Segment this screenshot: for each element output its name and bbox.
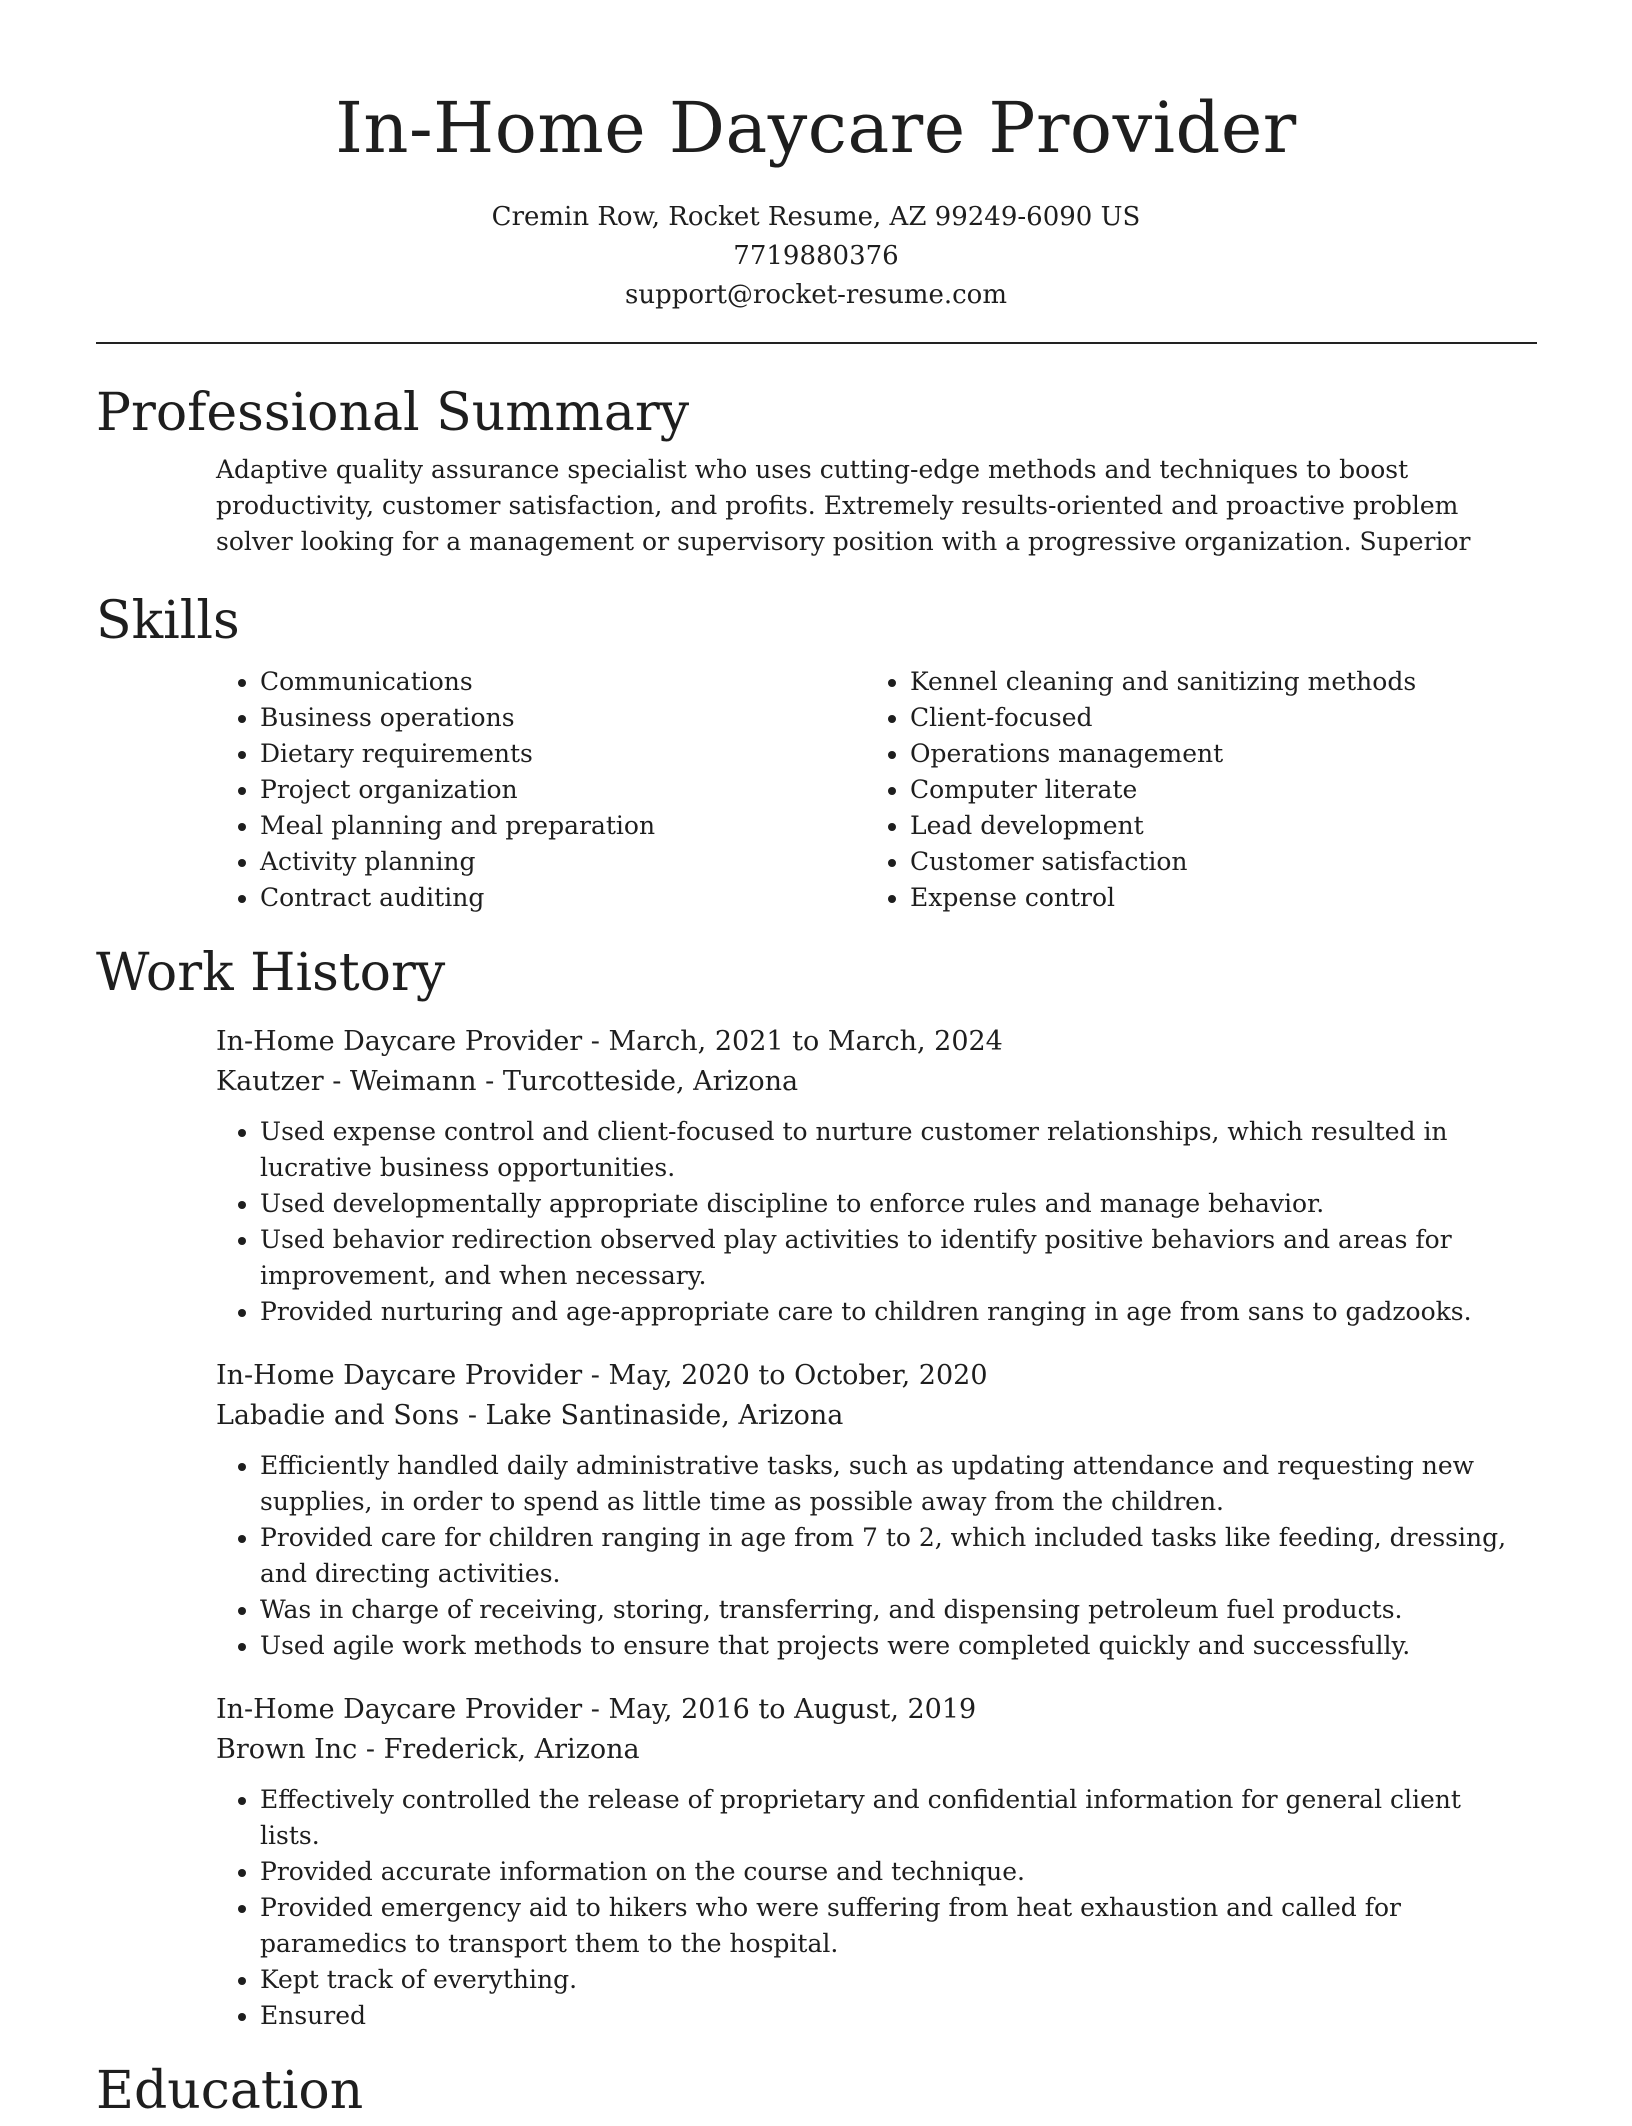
contact-email: support@rocket-resume.com (624, 280, 1007, 310)
education-heading: Education (96, 2061, 364, 2121)
job-entry (216, 1356, 1516, 1664)
job-bullet: • Kept track of everything. (260, 1962, 1516, 1998)
skills-list-right (866, 664, 1516, 916)
job-title: In-Home Daycare Provider (216, 1360, 583, 1391)
job-location: Lake Santinaside, Arizona (485, 1400, 844, 1431)
skills-column-left (216, 664, 866, 916)
job-bullet: • Provided accurate information on the course and technique. (260, 1854, 1516, 1890)
job-bullet: • Ensured (260, 1998, 1516, 2034)
job-dates: May, 2020 to October, 2020 (608, 1360, 988, 1391)
skill-item: • Activity planning (260, 844, 866, 880)
job-bullet: • Used agile work methods to ensure that projects were completed quickly and successfully. (260, 1628, 1516, 1664)
job-bullet: • Provided nurturing and age-appropriate care to children ranging in age from sans to gadzooks. (260, 1294, 1516, 1330)
skill-item: • Communications (260, 664, 866, 700)
resume-body (96, 378, 1537, 2126)
job-bullet: • Was in charge of receiving, storing, transferring, and dispensing petroleum fuel products. (260, 1592, 1516, 1628)
skill-item: • Dietary requirements (260, 736, 866, 772)
skill-item: • Business operations (260, 700, 866, 736)
resume-header (0, 80, 1632, 315)
job-title-line: In-Home Daycare Provider - May, 2016 to August, 2019 (216, 1694, 977, 1725)
skills-column-right (866, 664, 1516, 916)
job-entry (216, 1022, 1516, 1330)
education-section (96, 2056, 1537, 2126)
job-dates: May, 2016 to August, 2019 (608, 1694, 977, 1725)
skill-item: • Client-focused (910, 700, 1516, 736)
job-employer: Brown Inc (216, 1734, 358, 1765)
header-divider (96, 342, 1537, 344)
job-bullet: • Provided care for children ranging in age from 7 to 2, which included tasks like feeding, dressing, and directing activities. (260, 1520, 1516, 1592)
contact-address: Cremin Row, Rocket Resume, AZ 99249-6090 US (491, 202, 1141, 232)
summary-section (96, 378, 1537, 560)
summary-heading: Professional Summary (96, 383, 690, 443)
skill-item: • Project organization (260, 772, 866, 808)
skill-item: • Operations management (910, 736, 1516, 772)
job-bullet: • Used expense control and client-focused to nurture customer relationships, which resulted in lucrative business opportunities. (260, 1114, 1516, 1186)
job-title-line: In-Home Daycare Provider - May, 2020 to October, 2020 (216, 1360, 988, 1391)
contact-block (0, 198, 1632, 315)
skill-item: • Expense control (910, 880, 1516, 916)
summary-text: Adaptive quality assurance specialist who uses cutting-edge methods and techniques to boost productivity, customer satisfaction, and profits. Extremely results-oriented and proactive problem solver looking for a management or supervisory position with a progressive organization. Superior (216, 455, 1471, 556)
skill-item: • Contract auditing (260, 880, 866, 916)
job-bullet: • Efficiently handled daily administrative tasks, such as updating attendance and requesting new supplies, in order to spend as little time as possible away from the children. (260, 1448, 1516, 1520)
job-bullets (216, 1114, 1516, 1330)
skills-list-left (216, 664, 866, 916)
work-history-heading: Work History (96, 943, 446, 1003)
job-location: Frederick, Arizona (383, 1734, 640, 1765)
job-employer: Labadie and Sons (216, 1400, 460, 1431)
job-title-line: In-Home Daycare Provider - March, 2021 to March, 2024 (216, 1026, 1003, 1057)
job-dates: March, 2021 to March, 2024 (608, 1026, 1003, 1057)
job-employer-line: Labadie and Sons - Lake Santinaside, Arizona (216, 1400, 844, 1431)
skills-section (96, 586, 1537, 916)
contact-phone: 7719880376 (733, 241, 899, 271)
job-bullet: • Used behavior redirection observed play activities to identify positive behaviors and areas for improvement, and when necessary. (260, 1222, 1516, 1294)
job-bullet: • Effectively controlled the release of proprietary and confidential information for general client lists. (260, 1782, 1516, 1854)
skill-item: • Customer satisfaction (910, 844, 1516, 880)
job-bullets (216, 1782, 1516, 2034)
job-title: In-Home Daycare Provider (216, 1694, 583, 1725)
skills-heading: Skills (96, 591, 240, 651)
job-bullets (216, 1448, 1516, 1664)
job-employer-line: Kautzer - Weimann - Turcotteside, Arizona (216, 1066, 799, 1097)
job-entry (216, 1690, 1516, 2034)
skills-grid (216, 664, 1516, 916)
skill-item: • Lead development (910, 808, 1516, 844)
work-history-section (96, 938, 1537, 2034)
job-bullet: • Used developmentally appropriate discipline to enforce rules and manage behavior. (260, 1186, 1516, 1222)
job-location: Turcotteside, Arizona (502, 1066, 799, 1097)
skill-item: • Kennel cleaning and sanitizing methods (910, 664, 1516, 700)
skill-item: • Meal planning and preparation (260, 808, 866, 844)
job-bullet: • Provided emergency aid to hikers who were suffering from heat exhaustion and called for paramedics to transport them to the hospital. (260, 1890, 1516, 1962)
skill-item: • Computer literate (910, 772, 1516, 808)
job-title: In-Home Daycare Provider (216, 1026, 583, 1057)
candidate-name: In-Home Daycare Provider (335, 87, 1297, 169)
job-employer-line: Brown Inc - Frederick, Arizona (216, 1734, 640, 1765)
job-employer: Kautzer - Weimann (216, 1066, 477, 1097)
